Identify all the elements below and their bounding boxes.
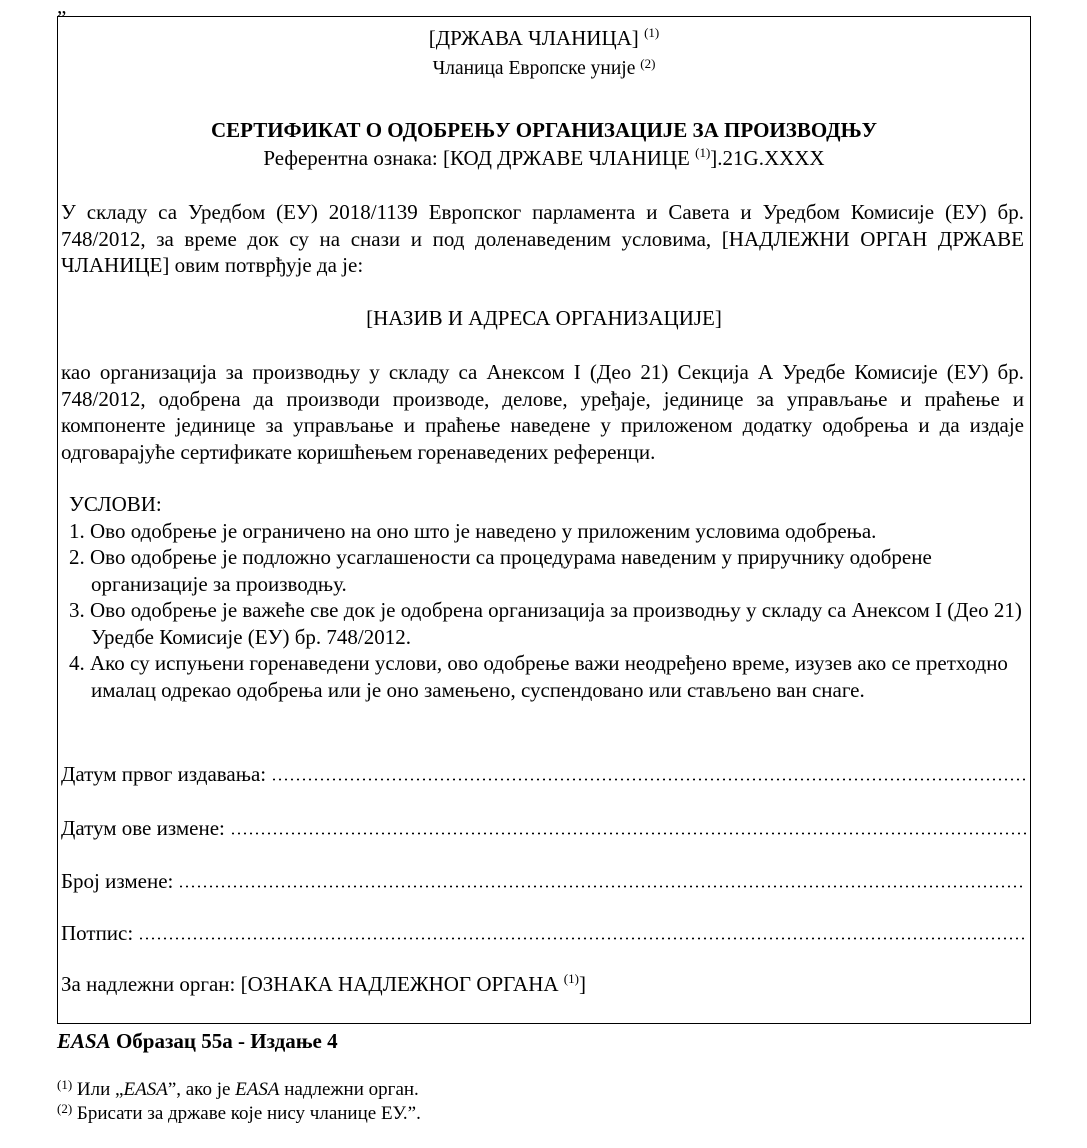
condition-item: 4. Ако су испуњени горенаведени услови, ово одобрење важи неодређено време, изузев ако се претходно ималац одрекао одобрења или је оно замењено, суспендовано или стављено ван снаге. [69,651,1008,702]
reference-line: Референтна ознака: [КОД ДРЖАВЕ ЧЛАНИЦЕ $^{(1)}$].21G.XXXX [263,145,825,170]
footnote-1: $^{(1)}$ Или „EASA”, ако је EASA надлежни орган. [57,1077,419,1100]
approval-paragraph: као организација за производњу у складу са Анексом I (Део 21) Секција А Уредбе Комисије (ЕУ) бр. 748/2012, одобрена да производи производе, делове, уређаје, јединице за управљање и праћење и компоненте јединице за управљање и праћење наведене у приложеном додатку одобрења и да издаје одговарајуће сертификате коришћењем горенаведених референци. [61,360,1024,464]
form-designation: EASA Образац 55а - Издање 4 [57,1029,338,1053]
dotted-leader [271,778,1026,781]
condition-item: 1. Ово одобрење је ограничено на оно што је наведено у приложеним условима одобрења. [69,518,877,543]
intro-paragraph: У складу са Уредбом (ЕУ) 2018/1139 Европског парламента и Савета и Уредбом Комисије (ЕУ) бр. 748/2012, за време док су на снази и под доленаведеним условима, [НАДЛЕЖНИ ОРГАН ДРЖАВЕ ЧЛАНИЦЕ] овим потврђује да је: [61,200,1024,277]
certificate-title: СЕРТИФИКАТ О ОДОБРЕЊУ ОРГАНИЗАЦИЈЕ ЗА ПРОИЗВОДЊУ [210,118,878,142]
dotted-leader [138,937,1026,940]
dotted-leader [178,885,1026,888]
revision-number-field: Број измене: [61,868,1026,894]
authority-line: За надлежни орган: [ОЗНАКА НАДЛЕЖНОГ ОРГАНА $^{(1)}$] [61,971,586,996]
condition-item: 3. Ово одобрење је важеће све док је одобрена организација за производњу у складу са Анексом I (Део 21) Уредбе Комисије (ЕУ) бр. 748/2012. [69,598,1022,649]
conditions-section [61,491,1024,703]
conditions-heading: УСЛОВИ: [69,492,162,516]
member-state-line: [ДРЖАВА ЧЛАНИЦА] $^{(1)}$ [428,25,660,50]
this-change-field: Датум ове измене: [61,815,1026,841]
first-issue-field: Датум првог издавања: [61,761,1026,787]
condition-item: 2. Ово одобрење је подложно усаглашености са процедурама наведеним у приручнику одобрене организације за производњу. [69,545,932,596]
dotted-leader [230,832,1026,835]
organisation-placeholder: [НАЗИВ И АДРЕСА ОРГАНИЗАЦИЈЕ] [366,306,722,330]
eu-member-line: Чланица Европске уније $^{(2)}$ [432,56,656,79]
signature-field: Потпис: [61,920,1026,946]
opening-quote: „ [57,0,67,18]
footnote-2: $^{(2)}$ Брисати за државе које нису чланице ЕУ.”. [57,1101,421,1124]
certificate-box [57,16,1031,1024]
